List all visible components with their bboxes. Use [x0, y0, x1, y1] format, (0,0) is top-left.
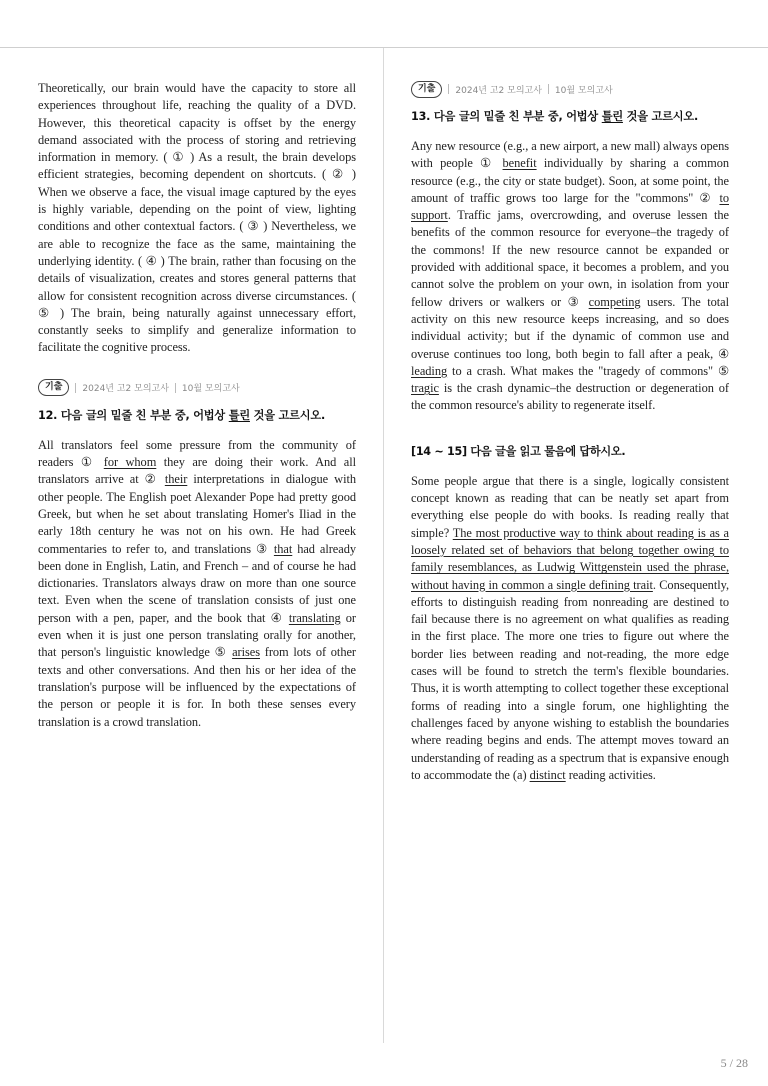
q12-month: 10월 모의고사 — [181, 384, 240, 395]
q13-title-text: 13. 다음 글의 밑줄 친 부분 중, 어법상 — [411, 110, 602, 123]
q13-text-4: users. The total activity on this new resource keeps increasing, and so does individual activity; but if the dynamic of common use and overuse continues too long, both begin to fall after a peak, ④ — [411, 294, 729, 361]
passage-brain-capacity: Theoretically, our brain would have the capacity to store all experiences throughout life, reaching the quality of a DVD. However, this theoretical capacity is offset by the energy demand associated with the process of storing and retrieving information in memory. ( ① ) As a result, the brain develops efficient strategies, becoming dependent on shortcuts. ( ② ) When we observe a face, the visual image captured by the eyes is highly variable, depending on the point of view, lighting conditions and other contextual factors. ( ③ ) Nevertheless, we are able to recognize the face as the same, maintaining the underlying identity. ( ④ ) The brain, rather than focusing on the details of visualization, creates and stores general patterns that allow for consistent recognition across diverse circumstances. ( ⑤ ) The brain, being naturally against unnecessary effort, constantly seeks to simplify and generalize information to facilitate the cognitive process. — [38, 81, 356, 355]
left-column — [38, 80, 356, 731]
q14-passage — [411, 473, 729, 784]
right-column — [411, 80, 729, 784]
q14-text-1: Some people argue that there is a single, logically consistent concept known as reading that can be neatly set apart from everything else people do with books. Is reading really that simple? — [411, 473, 729, 540]
q12-underlined-2: their — [164, 472, 188, 487]
q13-year: 2024년 고2 모의고사 — [455, 85, 542, 96]
q13-underlined-4: leading — [411, 363, 448, 378]
q12-underlined-1: for whom — [103, 455, 157, 470]
q13-title — [411, 108, 729, 124]
q13-title-text-end: 것을 고르시오. — [622, 110, 699, 123]
q13-text-2: individually by sharing a common resource (e.g., the city or state budget). Soon, at some point, the amount of traffic grows too large for the "commons" ② — [411, 156, 729, 205]
header-rule — [0, 47, 768, 48]
q12-text-5: or even when it is just one person translating orally for another, that person's linguistic knowledge ⑤ — [38, 610, 356, 660]
q14-underlined-1: The most productive way to think about reading is as a loosely related set of behaviors that belong together owing to family resemblances, as Ludwig Wittgenstein used the phrase, without having in common a single defining trait — [411, 525, 729, 592]
meta-divider — [448, 84, 449, 94]
q13-underlined-5: tragic — [411, 381, 439, 396]
q13-passage — [411, 138, 729, 415]
q14-text-3: reading activities. — [565, 767, 656, 782]
q13-title-underlined: 틀린 — [601, 110, 623, 123]
meta-divider — [548, 84, 549, 94]
q12-text-6: from lots of other texts and other conversations. And then his or her idea of the translation's purpose will be influenced by the expectations of the person or people it is for. In both these senses every translation is a crowd translation. — [38, 645, 356, 729]
q12-passage — [38, 437, 356, 731]
q12-underlined-4: translating — [288, 610, 341, 625]
q13-underlined-2: to support — [411, 190, 729, 223]
q13-month: 10월 모의고사 — [554, 85, 613, 96]
q12-badge: 기출 — [38, 379, 69, 396]
q12-title — [38, 407, 356, 423]
q13-text-5: to a crash. What makes the "tragedy of commons" ⑤ — [447, 363, 729, 378]
q14-text-2: . Consequently, efforts to distinguish reading from nonreading are destined to fail because there is no agreement on what qualifies as reading in the first place. The more one tries to figure out where the border lies between reading and not-reading, the more edge cases will be found to stretch the term's flexible boundaries. Thus, it is worth attempting to collect together these exceptional forms of reading into a single forum, one highlighting the challenges faced by anyone wishing to establish the boundaries where reading begins and ends. The attempt moves toward an understanding of reading as a spectrum that is expansive enough to accommodate the (a) — [411, 577, 729, 782]
q13-text-3: . Traffic jams, overcrowding, and overuse lessen the benefits of the common resource for everyone–the tragedy of the commons! If the new resource cannot be expanded or provided with additional space, it becomes a problem, and you cannot solve the problem on your own, in isolation from your fellow drivers or walkers or ③ — [411, 208, 729, 309]
meta-divider — [75, 383, 76, 393]
q12-text-1: All translators feel some pressure from the community of readers ① — [38, 437, 356, 470]
q12-underlined-3: that — [273, 541, 293, 556]
meta-divider — [175, 383, 176, 393]
q14-15-section-title: [14 ~ 15] 다음 글을 읽고 물음에 답하시오. — [411, 444, 626, 458]
q13-text-6: is the crash dynamic–the destruction or degeneration of the common resource's ability to regenerate itself. — [411, 381, 729, 413]
q13-underlined-3: competing — [588, 294, 641, 309]
q12-title-text: 12. 다음 글의 밑줄 친 부분 중, 어법상 — [38, 408, 229, 422]
q12-text-2: they are doing their work. And all translators arrive at ② — [38, 455, 356, 487]
q12-text-4: had already been done in English, Latin, and French – and of course he had dictionaries. Translators always draw on more than one source text. Even when the scene of translation consists of just one person with a pen, paper, and the book that ④ — [38, 541, 356, 625]
q12-title-text-end: 것을 고르시오. — [249, 408, 326, 422]
q14-underlined-2: distinct — [529, 767, 566, 782]
q13-meta — [411, 80, 729, 98]
q13-underlined-1: benefit — [502, 156, 537, 171]
q12-underlined-5: arises — [232, 645, 260, 660]
q12-text-3: interpretations in dialogue with other people. The English poet Alexander Pope had pretty good Greek, but when he set about translating Homer's Iliad in the early 18th century he was not on his own. He had Greek commentaries to refer to, and translations ③ — [38, 472, 356, 556]
column-divider — [383, 48, 384, 1043]
page-number: 5 / 28 — [720, 1056, 748, 1070]
q13-badge: 기출 — [411, 81, 442, 98]
q13-text-1: Any new resource (e.g., a new airport, a new mall) always opens with people ① — [411, 139, 729, 171]
q12-year: 2024년 고2 모의고사 — [82, 384, 169, 395]
q12-title-underlined: 틀린 — [228, 408, 250, 422]
q12-meta — [38, 379, 356, 397]
